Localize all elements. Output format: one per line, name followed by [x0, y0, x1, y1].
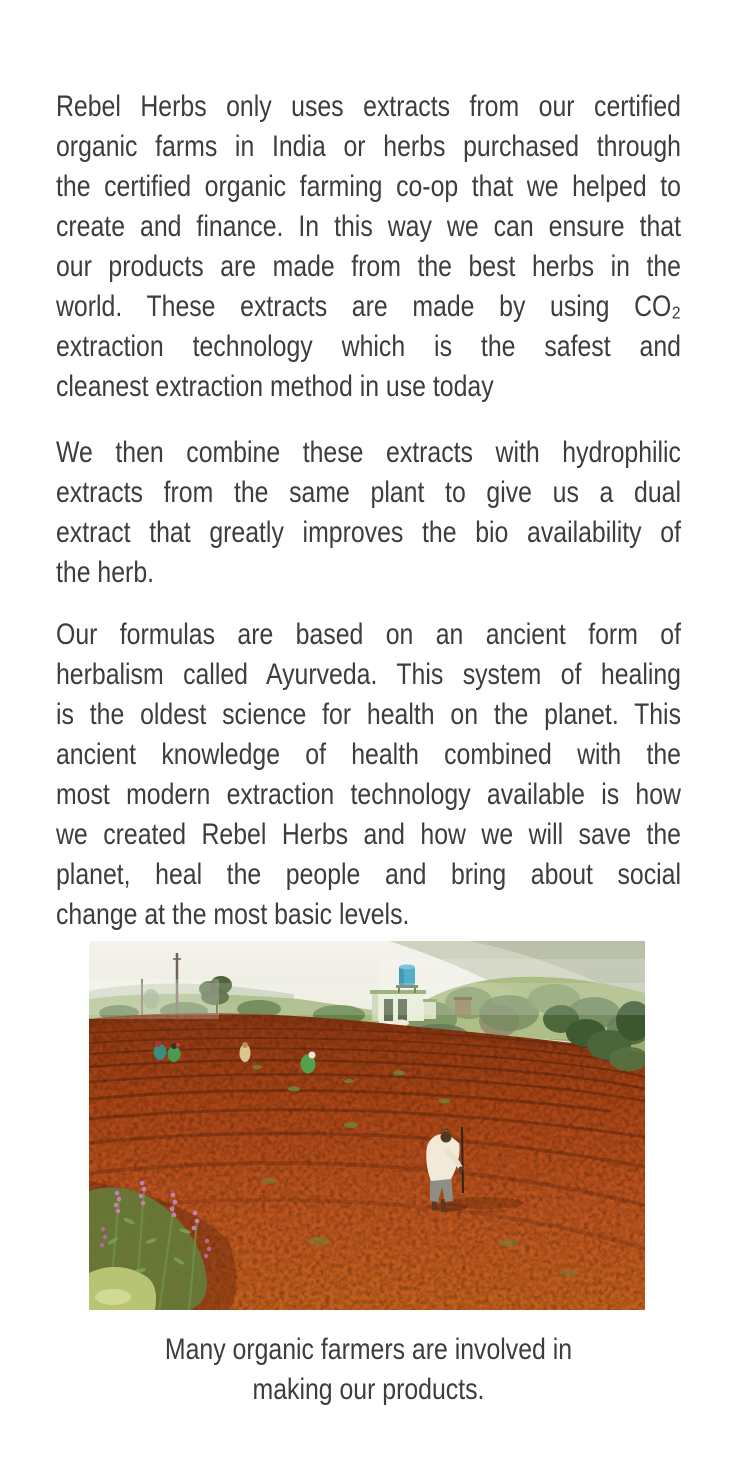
text-line: extracts from the same plant to give us a dual: [56, 476, 681, 509]
farm-field-illustration: [89, 941, 645, 1310]
text-line: world. These extracts are made by using CO₂: [56, 290, 681, 323]
farm-field-photo: [89, 941, 645, 1310]
text-line: extraction technology which is the safest and: [56, 330, 681, 363]
text-line: create and finance. In this way we can ensure that: [56, 210, 681, 243]
text-line: most modern extraction technology available is how: [56, 778, 681, 811]
text-line: Many organic farmers are involved in: [164, 1333, 573, 1366]
paragraph-1-text: [56, 87, 681, 407]
text-line: We then combine these extracts with hydrophilic: [56, 436, 681, 469]
photo-caption-text: [56, 1330, 681, 1410]
text-line: ancient knowledge of health combined with the: [56, 738, 681, 771]
text-line: organic farms in India or herbs purchased through: [56, 130, 681, 163]
paragraph-3: [56, 615, 683, 935]
paragraph-1: [56, 87, 683, 407]
paragraph-2: [56, 433, 683, 593]
text-line: extract that greatly improves the bio availability of: [56, 516, 681, 549]
paragraph-2-text: [56, 433, 681, 593]
photo-caption: [56, 1330, 683, 1410]
text-line: Our formulas are based on an ancient form of: [56, 618, 681, 651]
text-line: making our products.: [252, 1373, 485, 1406]
text-line: cleanest extraction method in use today: [56, 370, 494, 403]
text-line: planet, heal the people and bring about social: [56, 858, 681, 891]
text-line: the certified organic farming co-op that we helped to: [56, 170, 681, 203]
text-line: our products are made from the best herbs in the: [56, 250, 681, 283]
paragraph-3-text: [56, 615, 681, 935]
text-line: we created Rebel Herbs and how we will save the: [56, 818, 681, 851]
text-line: Rebel Herbs only uses extracts from our certified: [56, 90, 681, 123]
text-line: the herb.: [56, 556, 155, 589]
text-line: change at the most basic levels.: [56, 898, 410, 931]
text-line: is the oldest science for health on the planet. This: [56, 698, 681, 731]
text-line: herbalism called Ayurveda. This system of healing: [56, 658, 681, 691]
tool-stick: [462, 1127, 463, 1193]
